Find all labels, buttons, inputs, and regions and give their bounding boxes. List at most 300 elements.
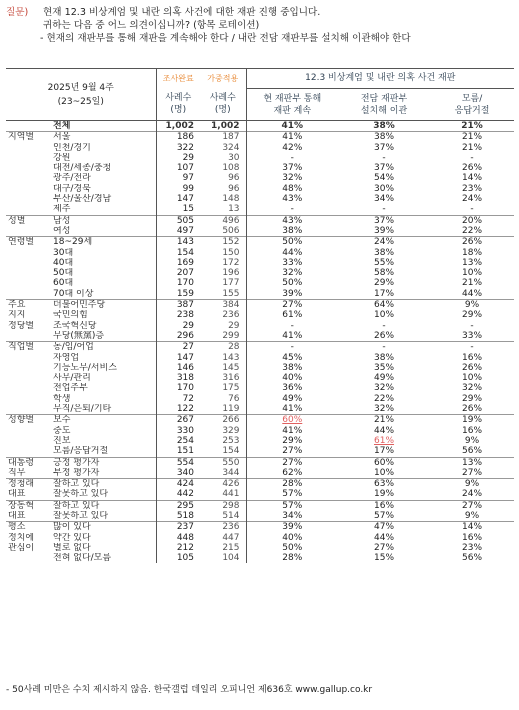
pct-dont-know: 10% (462, 268, 483, 279)
table-row (6, 522, 514, 533)
row-group-label (6, 248, 51, 258)
pct-continue-current-court: - (246, 321, 338, 331)
pct-transfer-dedicated-court: 49% (374, 373, 395, 384)
row-label: 사무/관리 (53, 373, 91, 384)
pct-continue-current-court: 28% (246, 479, 338, 490)
row-label: 기능노무/서비스 (53, 362, 117, 373)
table-row (6, 415, 514, 426)
row-group-label (6, 436, 51, 446)
pct-transfer-dedicated-court: 44% (374, 532, 395, 543)
row-group-label (6, 194, 51, 204)
pct-continue-current-court: 38% (246, 226, 338, 237)
pct-transfer-dedicated-court: 32% (374, 404, 395, 415)
cases-surveyed: 424 (156, 479, 200, 490)
row-group-label (6, 353, 51, 363)
pct-dont-know: 21% (461, 121, 483, 131)
cases-surveyed: 27 (156, 342, 200, 353)
cases-surveyed: 105 (156, 553, 200, 563)
table-row (6, 268, 514, 278)
pct-dont-know: 23% (462, 542, 483, 553)
question-line2: 귀하는 다음 중 어느 의견이십니까? (항목 로테이션) (43, 20, 260, 31)
row-group-label: 지역별 (6, 132, 51, 143)
cases-surveyed: 146 (156, 363, 200, 373)
row-label: 18~29세 (51, 237, 156, 248)
cases-surveyed: 154 (156, 248, 200, 258)
cases-weighted: 236 (200, 522, 246, 533)
row-label: 농/임/어업 (51, 342, 156, 353)
table-row (6, 553, 514, 563)
footnote: - 50사례 미만은 수치 제시하지 않음. 한국갤럽 데일리 오피니언 제636호 www.gallup.co.kr (6, 685, 373, 695)
pct-transfer-dedicated-court: 60% (338, 457, 430, 468)
row-label: 인천/경기 (53, 142, 91, 153)
pct-dont-know: - (470, 204, 474, 215)
pct-dont-know: 29% (462, 310, 483, 321)
pct-transfer-dedicated-court: 58% (374, 268, 395, 279)
cases-weighted: 441 (222, 489, 240, 500)
pct-dont-know: 27% (430, 500, 514, 511)
pct-dont-know: 23% (462, 183, 483, 194)
cases-surveyed: 237 (156, 522, 200, 533)
pct-continue-current-court: 41% (246, 132, 338, 143)
cases-surveyed: 72 (156, 394, 200, 404)
row-label: 50대 (53, 268, 74, 279)
pct-dont-know: 56% (462, 446, 483, 457)
pct-dont-know: 16% (462, 352, 483, 363)
cases-weighted: 187 (200, 132, 246, 143)
table-row (6, 258, 514, 268)
pct-transfer-dedicated-court: 10% (374, 310, 395, 321)
pct-transfer-dedicated-court: 61% (374, 435, 395, 446)
pct-continue-current-court: 50% (246, 237, 338, 248)
pct-dont-know: 24% (462, 194, 483, 205)
table-row (6, 163, 514, 173)
pct-continue-current-court: 57% (246, 500, 338, 511)
row-group-label (6, 426, 51, 436)
pct-transfer-dedicated-court: 44% (374, 425, 395, 436)
cases-surveyed: 1,002 (156, 121, 200, 132)
cases-surveyed: 267 (156, 415, 200, 426)
table-row (6, 353, 514, 363)
pct-dont-know: 21% (462, 142, 483, 153)
row-label: 무당(無黨)층 (53, 330, 105, 341)
row-label: 부산/울산/경남 (53, 194, 112, 205)
row-label: 긍정 평가자 (51, 457, 156, 468)
cases-surveyed: 29 (156, 153, 200, 163)
cases-surveyed: 554 (156, 457, 200, 468)
pct-transfer-dedicated-court: 22% (374, 393, 395, 404)
table-row (6, 289, 514, 300)
table-row (6, 248, 514, 258)
row-group-label: 정당별 (8, 320, 35, 331)
pct-transfer-dedicated-court: 55% (374, 257, 395, 268)
cases-surveyed: 238 (156, 310, 200, 320)
cases-weighted: 13 (228, 204, 240, 215)
row-label: 진보 (53, 435, 71, 446)
table-row (6, 373, 514, 383)
pct-continue-current-court: 44% (246, 248, 338, 258)
row-label: 중도 (53, 425, 71, 436)
pct-dont-know: 32% (462, 383, 483, 394)
pct-dont-know: 13% (430, 457, 514, 468)
pct-continue-current-court: 41% (246, 331, 338, 342)
pct-dont-know: 56% (462, 553, 483, 564)
cases-surveyed: 147 (156, 194, 200, 204)
pct-transfer-dedicated-court: 19% (374, 489, 395, 500)
row-group-label (6, 184, 51, 194)
pct-dont-know: 20% (430, 215, 514, 226)
cases-weighted: 96 (228, 183, 240, 194)
row-group-label: 평소 (6, 522, 51, 533)
pct-continue-current-court: 40% (246, 533, 338, 543)
pct-dont-know: 26% (462, 404, 483, 415)
cases-weighted: 506 (222, 225, 240, 236)
weighted-label: 가중적용 (200, 69, 246, 89)
cases-surveyed: 330 (156, 426, 200, 436)
row-group-label (6, 394, 51, 404)
pct-transfer-dedicated-court: 21% (338, 415, 430, 426)
row-label: 학생 (53, 393, 71, 404)
row-group-label: 대표 (8, 510, 26, 521)
row-label: 전체 (53, 121, 71, 131)
cases-weighted: 266 (200, 415, 246, 426)
question-line3: - 현재의 재판부를 통해 재판을 계속해야 한다 / 내란 전담 재판부를 설치해 이관해야 한다 (40, 33, 411, 44)
table-row (6, 300, 514, 311)
table-row (6, 121, 514, 132)
row-label: 국민의힘 (53, 310, 88, 321)
cases-surveyed: 15 (156, 204, 200, 215)
pct-continue-current-court: 48% (246, 184, 338, 194)
cases-weighted: 299 (222, 330, 240, 341)
pct-dont-know: 22% (462, 225, 483, 236)
pct-dont-know: 26% (462, 163, 483, 174)
cases-surveyed: 151 (156, 446, 200, 457)
cases-surveyed: 448 (156, 533, 200, 543)
row-label: 제주 (53, 204, 71, 215)
table-row (6, 143, 514, 153)
row-label: 강원 (53, 152, 71, 163)
row-group-label: 관심이 (8, 542, 35, 553)
cases-surveyed: 387 (156, 300, 200, 311)
pct-continue-current-court: 39% (246, 289, 338, 300)
row-label: 조국혁신당 (53, 320, 97, 331)
pct-transfer-dedicated-court: 30% (374, 183, 395, 194)
cases-weighted: 104 (222, 553, 240, 564)
pct-transfer-dedicated-court: 17% (374, 288, 395, 299)
cases-weighted: 298 (200, 500, 246, 511)
row-group-label (6, 226, 51, 237)
row-label: 광주/전라 (53, 173, 91, 184)
cases-weighted: 154 (222, 446, 240, 457)
row-label: 서울 (51, 132, 156, 143)
row-label: 약간 있다 (53, 532, 91, 543)
pct-transfer-dedicated-court: 47% (338, 522, 430, 533)
question-line1: 현재 12.3 비상계엄 및 내란 의혹 사건에 대한 재판 진행 중입니다. (43, 7, 321, 18)
row-group-label (6, 278, 51, 288)
table-row (6, 426, 514, 436)
row-group-label: 장동혁 (6, 500, 51, 511)
pct-transfer-dedicated-court: 39% (374, 225, 395, 236)
pct-continue-current-court: 43% (246, 215, 338, 226)
pct-continue-current-court: 49% (246, 394, 338, 404)
cases-surveyed: 159 (156, 289, 200, 300)
pct-transfer-dedicated-court: 17% (374, 446, 395, 457)
row-label: 60대 (53, 278, 74, 289)
row-label: 30대 (53, 247, 74, 258)
pct-dont-know: - (470, 152, 474, 163)
pct-dont-know: - (430, 342, 514, 353)
cases-surveyed: 147 (156, 353, 200, 363)
pct-dont-know: 44% (462, 288, 483, 299)
row-group-label (6, 153, 51, 163)
row-group-label: 지지 (8, 310, 26, 321)
row-label: 전업주부 (53, 383, 88, 394)
cases-weighted: 426 (200, 479, 246, 490)
cases-surveyed: 318 (156, 373, 200, 383)
pct-transfer-dedicated-court: 16% (338, 500, 430, 511)
row-group-label: 대통령 (6, 457, 51, 468)
pct-continue-current-court: 37% (246, 163, 338, 173)
pct-continue-current-court: 43% (246, 194, 338, 204)
cases-surveyed: 212 (156, 543, 200, 553)
row-label: 잘못하고 있다 (53, 510, 109, 521)
row-group-label: 성별 (6, 215, 51, 226)
cases-surveyed: 122 (156, 404, 200, 415)
cases-surveyed: 143 (156, 237, 200, 248)
row-label: 70대 이상 (53, 288, 94, 299)
pct-transfer-dedicated-court: 57% (374, 510, 395, 521)
pct-continue-current-court: 27% (246, 457, 338, 468)
question-label: 질문) (6, 7, 29, 18)
cases-weighted: 550 (200, 457, 246, 468)
pct-continue-current-court: 42% (246, 143, 338, 153)
row-label: 모름/응답거절 (53, 446, 109, 457)
pct-transfer-dedicated-court: 26% (374, 330, 395, 341)
table-row (6, 543, 514, 553)
row-label: 보수 (51, 415, 156, 426)
pct-continue-current-court: 57% (246, 489, 338, 500)
pct-transfer-dedicated-court: 24% (338, 237, 430, 248)
row-group-label: 정치에 (8, 532, 35, 543)
pct-dont-know: 16% (462, 425, 483, 436)
cases-weighted: 28 (200, 342, 246, 353)
pct-dont-know: 27% (462, 467, 483, 478)
cases-surveyed: 186 (156, 132, 200, 143)
table-row (6, 132, 514, 143)
cases-surveyed: 442 (156, 489, 200, 500)
pct-transfer-dedicated-court: 38% (374, 352, 395, 363)
pct-transfer-dedicated-court: 38% (374, 247, 395, 258)
pct-continue-current-court: 40% (246, 373, 338, 383)
pct-transfer-dedicated-court: 37% (338, 215, 430, 226)
table-row (6, 457, 514, 468)
pct-continue-current-court: 41% (246, 121, 338, 132)
cases-header-survey: 사례수 (명) (156, 89, 200, 121)
cases-weighted: 150 (222, 247, 240, 258)
cases-weighted: 514 (222, 510, 240, 521)
pct-transfer-dedicated-court: - (382, 320, 386, 331)
pct-continue-current-court: 60% (246, 415, 338, 426)
pct-transfer-dedicated-court: 15% (374, 553, 395, 564)
row-label: 별로 없다 (53, 542, 91, 553)
cases-surveyed: 295 (156, 500, 200, 511)
cases-header-weighted: 사례수 (명) (200, 89, 246, 121)
row-group-label (6, 446, 51, 457)
table-row (6, 310, 514, 320)
pct-transfer-dedicated-court: 38% (338, 132, 430, 143)
cases-surveyed: 296 (156, 331, 200, 342)
option3-header: 모름/ 응답거절 (430, 89, 514, 121)
pct-transfer-dedicated-court: 10% (374, 467, 395, 478)
row-group-label (6, 268, 51, 278)
row-group-label: 대표 (8, 489, 26, 500)
table-row (6, 278, 514, 288)
cases-weighted: 316 (222, 373, 240, 384)
row-label: 40대 (53, 257, 74, 268)
cases-surveyed: 169 (156, 258, 200, 268)
row-group-label (6, 383, 51, 393)
cases-weighted: 148 (222, 194, 240, 205)
row-group-label (6, 553, 51, 563)
row-group-label (6, 289, 51, 300)
row-group-label (6, 331, 51, 342)
cases-weighted: 76 (228, 393, 240, 404)
pct-continue-current-court: 38% (246, 363, 338, 373)
pct-continue-current-court: 34% (246, 511, 338, 522)
pct-continue-current-court: 28% (246, 553, 338, 563)
pct-continue-current-court: 41% (246, 426, 338, 436)
pct-dont-know: 24% (462, 489, 483, 500)
cases-surveyed: 518 (156, 511, 200, 522)
pct-dont-know: 26% (430, 237, 514, 248)
pct-transfer-dedicated-court: - (382, 152, 386, 163)
pct-continue-current-court: - (246, 153, 338, 163)
row-group-label (6, 404, 51, 415)
row-group-label: 정청래 (6, 479, 51, 490)
pct-dont-know: 14% (462, 173, 483, 184)
table-row (6, 363, 514, 373)
pct-dont-know: 19% (430, 415, 514, 426)
pct-continue-current-court: 39% (246, 522, 338, 533)
cases-weighted: 253 (222, 435, 240, 446)
pct-dont-know: 29% (462, 393, 483, 404)
row-label: 더불어민주당 (51, 300, 156, 311)
cases-weighted: 236 (222, 310, 240, 321)
pct-dont-know: 10% (462, 373, 483, 384)
row-label: 전혀 없다/모름 (53, 553, 112, 564)
cases-weighted: 175 (222, 383, 240, 394)
pct-continue-current-court: 45% (246, 353, 338, 363)
cases-surveyed: 107 (156, 163, 200, 173)
option2-header: 전담 재판부 설치해 이관 (338, 89, 430, 121)
table-row (6, 342, 514, 353)
cases-weighted: 215 (222, 542, 240, 553)
row-group-label (6, 121, 51, 132)
cases-weighted: 96 (228, 173, 240, 184)
pct-continue-current-court: - (246, 204, 338, 215)
pct-dont-know: 16% (462, 532, 483, 543)
row-group-label (6, 163, 51, 173)
row-label: 잘하고 있다 (51, 500, 156, 511)
pct-continue-current-court: 62% (246, 468, 338, 479)
cases-weighted: 29 (228, 320, 240, 331)
row-label: 남성 (51, 215, 156, 226)
row-group-label (6, 363, 51, 373)
row-label: 대구/경북 (53, 183, 91, 194)
pct-transfer-dedicated-court: 35% (374, 362, 395, 373)
pct-continue-current-court: 32% (246, 268, 338, 278)
table-row (6, 194, 514, 204)
pct-transfer-dedicated-court: 37% (374, 163, 395, 174)
cases-surveyed: 170 (156, 383, 200, 393)
pct-dont-know: 9% (430, 479, 514, 490)
cases-surveyed: 505 (156, 215, 200, 226)
cases-surveyed: 207 (156, 268, 200, 278)
table-row (6, 511, 514, 522)
cases-weighted: 329 (222, 425, 240, 436)
pct-transfer-dedicated-court: 32% (374, 383, 395, 394)
row-label: 많이 있다 (51, 522, 156, 533)
pct-continue-current-court: 50% (246, 543, 338, 553)
cases-weighted: 119 (222, 404, 240, 415)
row-group-label: 연령별 (6, 237, 51, 248)
results-table (6, 68, 514, 563)
pct-transfer-dedicated-court: 27% (374, 542, 395, 553)
pct-dont-know: - (470, 320, 474, 331)
table-row (6, 436, 514, 446)
cases-weighted: 108 (222, 163, 240, 174)
cases-surveyed: 97 (156, 173, 200, 183)
pct-dont-know: 18% (462, 247, 483, 258)
row-label: 잘못하고 있다 (53, 489, 109, 500)
table-row (6, 468, 514, 479)
pct-dont-know: 21% (462, 278, 483, 289)
pct-transfer-dedicated-court: 64% (338, 300, 430, 311)
cases-weighted: 145 (222, 362, 240, 373)
cases-surveyed: 340 (156, 468, 200, 479)
pct-dont-know: 21% (430, 132, 514, 143)
pct-continue-current-court: 29% (246, 436, 338, 446)
cases-weighted: 344 (222, 467, 240, 478)
row-group-label (6, 258, 51, 268)
cases-weighted: 324 (222, 142, 240, 153)
cases-weighted: 177 (222, 278, 240, 289)
row-label: 부정 평가자 (53, 467, 100, 478)
pct-transfer-dedicated-court: 38% (373, 121, 395, 131)
option1-header: 현 재판부 통해 재판 계속 (246, 89, 338, 121)
row-group-label (6, 143, 51, 153)
survey-completed-label: 조사완료 (156, 69, 200, 89)
cases-surveyed: 322 (156, 143, 200, 153)
cases-weighted: 30 (228, 152, 240, 163)
row-label: 대전/세종/충청 (53, 163, 112, 174)
row-group-label (6, 204, 51, 215)
cases-weighted: 496 (200, 215, 246, 226)
pct-dont-know: 26% (462, 362, 483, 373)
row-group-label: 주요 (6, 300, 51, 311)
pct-transfer-dedicated-court: 29% (374, 278, 395, 289)
pct-dont-know: 33% (462, 330, 483, 341)
pct-transfer-dedicated-court: 63% (338, 479, 430, 490)
pct-continue-current-court: 61% (246, 310, 338, 320)
row-group-label (6, 373, 51, 383)
table-row (6, 446, 514, 457)
cases-weighted: 447 (222, 532, 240, 543)
table-row (6, 204, 514, 215)
pct-continue-current-court: 33% (246, 258, 338, 268)
row-group-label (6, 173, 51, 183)
pct-continue-current-court: 32% (246, 173, 338, 183)
cases-weighted: 143 (222, 352, 240, 363)
